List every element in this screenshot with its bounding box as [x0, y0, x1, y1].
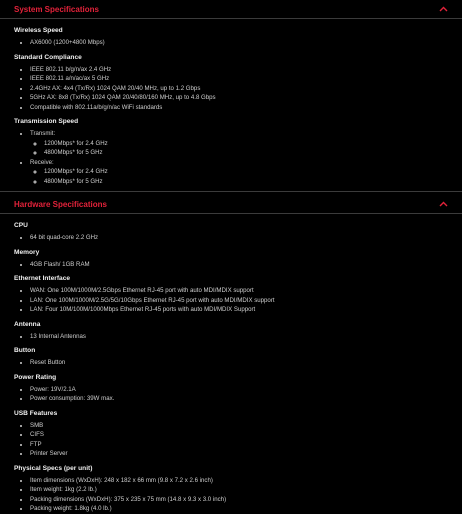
list-item: • Reset Button [30, 358, 448, 368]
list-item: • Power: 19V/2.1A [30, 385, 448, 395]
spec-list [14, 233, 448, 243]
spec-list [14, 38, 448, 48]
list-item: • FTP [30, 440, 448, 450]
list-item: • IEEE 802.11 b/g/n/ax 2.4 GHz [30, 65, 448, 75]
list-item: • SMB [30, 421, 448, 431]
list-item: • Packing weight: 1.8kg (4.0 lb.) [30, 504, 448, 514]
group-title: Button [14, 347, 36, 354]
group-title: Power Rating [14, 373, 57, 381]
list-item: ◦ 1200Mbps* for 2.4 GHz [44, 139, 448, 149]
hardware-specifications-panel [0, 214, 462, 514]
list-item: ◦ 4800Mbps* for 5 GHz [44, 177, 448, 187]
group-title: Transmission Speed [14, 118, 79, 125]
group-title: Antenna [14, 320, 41, 328]
chevron-up-icon[interactable] [438, 199, 448, 209]
accordion-hardware-specifications[interactable] [0, 195, 462, 213]
group-title: Physical Specs (per unit) [14, 464, 93, 472]
system-specifications-panel [0, 19, 462, 186]
list-item: • 4GB Flash/ 1GB RAM [30, 260, 448, 270]
list-item: • 2.4GHz AX: 4x4 (Tx/Rx) 1024 QAM 20/40 MHz, up to 1.2 Gbps [30, 84, 448, 94]
spec-list [14, 385, 448, 404]
sub-list [30, 167, 448, 186]
list-item: • LAN: One 100M/1000M/2.5G/5G/10Gbps Ethernet RJ-45 port with auto MDI/MDIX support [30, 296, 448, 306]
list-item: • 64 bit quad-core 2.2 GHz [30, 233, 448, 243]
group-title: Wireless Speed [14, 27, 63, 34]
list-item [30, 158, 448, 187]
accordion-title: System Specifications [14, 4, 99, 14]
spec-list [14, 65, 448, 113]
list-item: • AX6000 (1200+4800 Mbps) [30, 38, 448, 48]
list-item: • Item dimensions (WxDxH): 248 x 182 x 66 mm (9.8 x 7.2 x 2.6 inch) [30, 476, 448, 486]
spec-list [14, 260, 448, 270]
group-title: Standard Compliance [14, 53, 82, 61]
sub-list [30, 139, 448, 158]
spec-list [14, 286, 448, 315]
list-item: • Compatible with 802.11a/b/g/n/ac WiFi standards [30, 103, 448, 113]
list-item: • CIFS [30, 430, 448, 440]
group-title: Memory [14, 248, 40, 256]
list-item: • 13 Internal Antennas [30, 332, 448, 342]
accordion-title: Hardware Specifications [14, 199, 107, 209]
list-item: • Packing dimensions (WxDxH): 375 x 235 x 75 mm (14.8 x 9.3 x 3.0 inch) [30, 495, 448, 505]
spec-list [14, 421, 448, 459]
list-item: ◦ 4800Mbps* for 5 GHz [44, 148, 448, 158]
list-item: • WAN: One 100M/1000M/2.5Gbps Ethernet RJ-45 port with auto MDI/MDIX support [30, 286, 448, 296]
chevron-up-icon[interactable] [438, 4, 448, 14]
list-item: ◦ 1200Mbps* for 2.4 GHz [44, 167, 448, 177]
list-item: • LAN: Four 10M/100M/1000Mbps Ethernet RJ-45 ports with auto MDI/MDIX Support [30, 305, 448, 315]
transmit-label: Transmit: [30, 130, 56, 137]
group-title: CPU [14, 222, 28, 229]
group-title: Ethernet Interface [14, 275, 71, 282]
list-item [30, 129, 448, 158]
spec-list [14, 332, 448, 342]
list-item: • Power consumption: 39W max. [30, 394, 448, 404]
spec-list [14, 358, 448, 368]
list-item: • Item weight: 1kg (2.2 lb.) [30, 485, 448, 495]
accordion-system-specifications[interactable] [0, 0, 462, 18]
group-title: USB Features [14, 409, 58, 417]
spec-list [14, 129, 448, 186]
spec-list [14, 476, 448, 514]
list-item: • IEEE 802.11 a/n/ac/ax 5 GHz [30, 74, 448, 84]
list-item: • Printer Server [30, 449, 448, 459]
divider [0, 191, 462, 192]
list-item: • 5GHz AX: 8x8 (Tx/Rx) 1024 QAM 20/40/80/160 MHz, up to 4.8 Gbps [30, 93, 448, 103]
receive-label: Receive: [30, 158, 54, 166]
